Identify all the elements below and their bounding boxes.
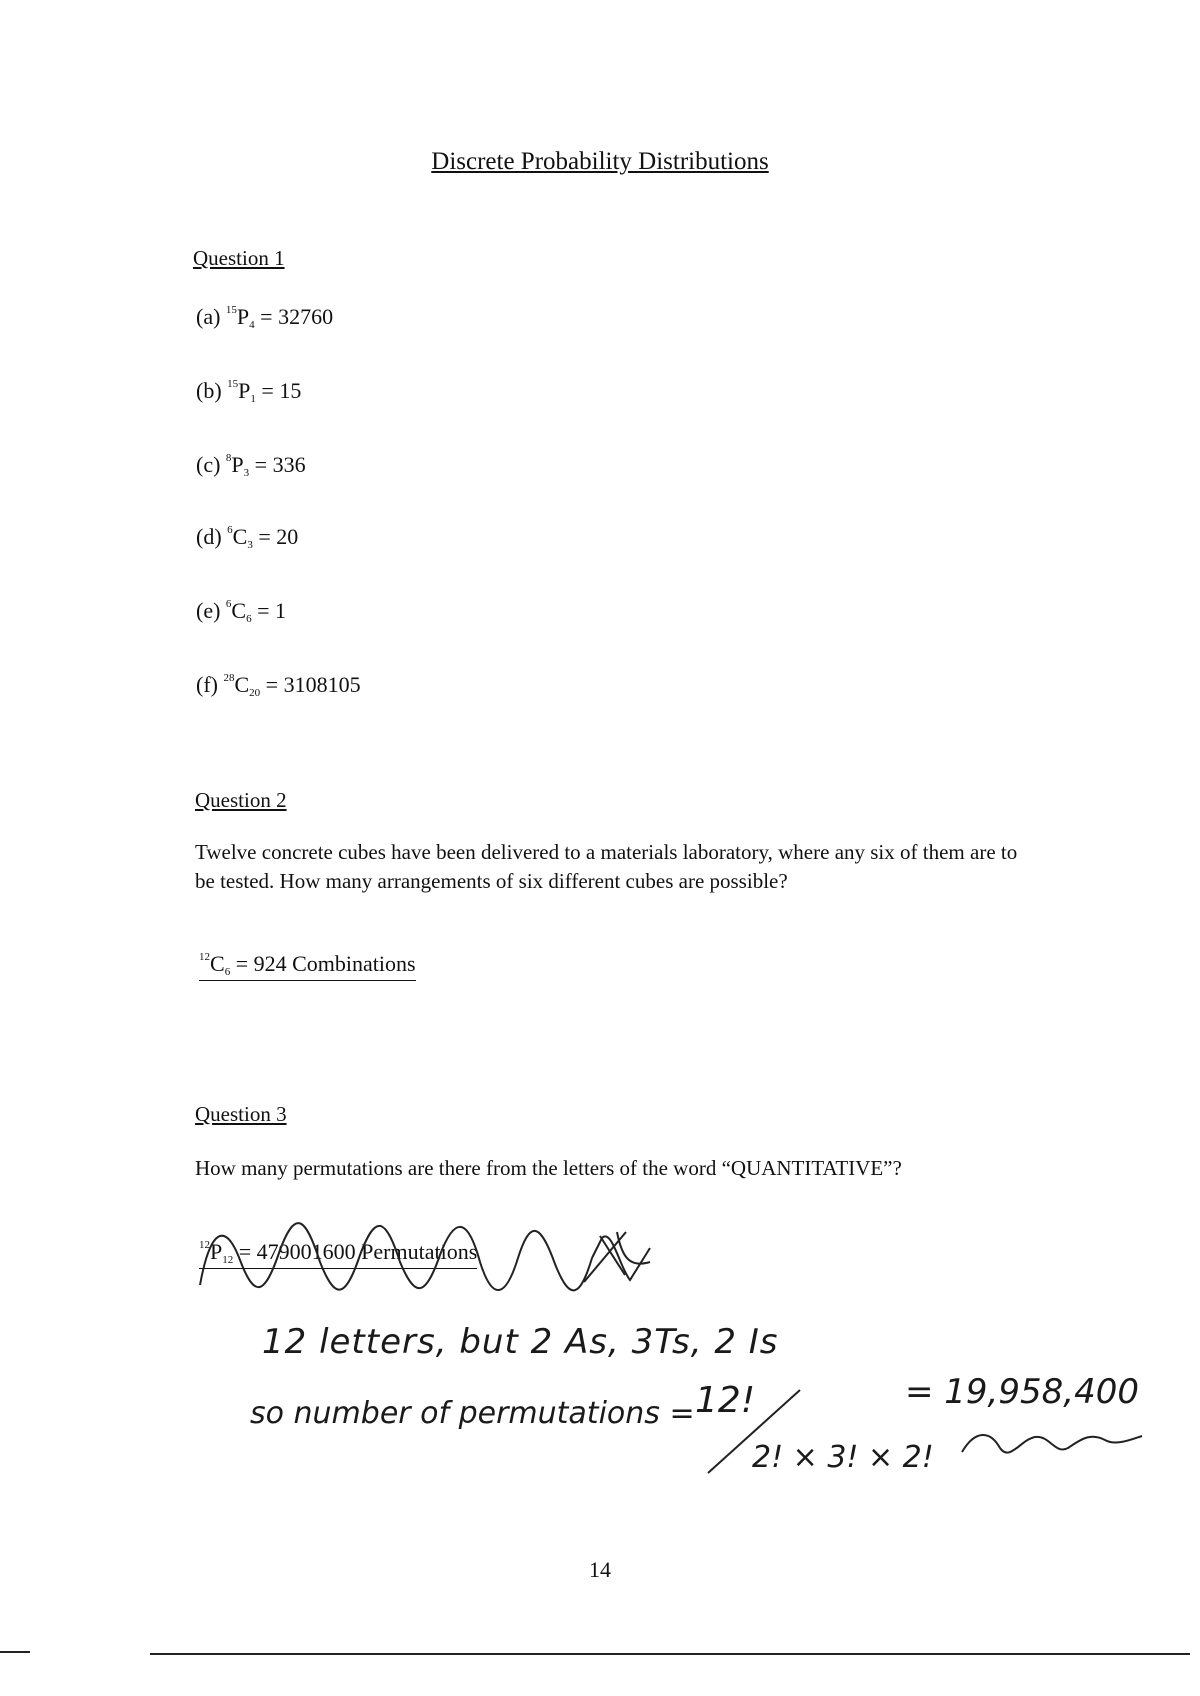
item-sup: 15 [227,378,239,390]
item-symbol: C [232,524,248,549]
item-symbol: C [231,598,247,623]
item-sup: 6 [227,524,233,536]
page-number: 14 [589,1557,611,1582]
item-label: (b) [196,378,222,403]
item-label: (f) [196,672,218,697]
item-sup: 15 [225,304,237,316]
item-value: = 336 [254,452,306,477]
item-label: (a) [196,304,221,329]
page-title: Discrete Probability Distributions [431,148,769,175]
item-label: (d) [196,524,222,549]
item-value: = 15 [261,378,302,403]
crossed-value: = 479001600 Permutations [238,1239,478,1264]
item-label: (e) [196,598,221,623]
question-1-heading: Question 1 [193,246,285,270]
item-value: = 32760 [260,304,334,329]
item-sup: 8 [225,452,232,464]
handwritten-line-2: so number of permutations = [250,1396,695,1431]
answer-value: = 924 Combinations [235,951,416,976]
crossed-symbol: P [210,1239,223,1264]
scribble-tail [592,1236,650,1280]
handwritten-denominator: 2! × 3! × 2! [752,1440,934,1475]
question-2-text: Twelve concrete cubes have been delivered to a materials laboratory, where any six of them are to be tested. How many arrangements of six different cubes are possible? [195,840,1018,893]
handwritten-line-1: 12 letters, but 2 As, 3Ts, 2 Is [262,1322,779,1362]
answer-symbol: C [210,951,225,976]
handwritten-numerator: 12! [695,1380,756,1421]
item-symbol: P [231,452,244,477]
answer-sup: 12 [199,951,210,963]
item-label: (c) [196,452,221,477]
item-value: = 3108105 [265,672,361,697]
item-sub: 3 [243,467,250,479]
item-sub: 1 [250,393,256,405]
item-value: = 20 [258,524,299,549]
item-sub: 4 [249,319,255,331]
item-sub: 20 [249,687,261,699]
question-3-heading: Question 3 [195,1102,287,1126]
item-symbol: C [234,672,250,697]
question-2-heading: Question 2 [195,788,287,812]
item-symbol: P [236,304,250,329]
question-3-text: How many permutations are there from the letters of the word “QUANTITATIVE”? [195,1156,902,1180]
crossed-sup: 12 [199,1239,210,1251]
item-value: = 1 [257,598,287,623]
item-symbol: P [238,378,251,403]
item-sub: 6 [246,613,252,625]
item-sub: 3 [247,539,253,551]
item-sup: 6 [225,598,232,610]
fraction-slash [708,1390,800,1473]
answer-sub: 6 [224,966,231,978]
result-squiggle [962,1435,1142,1453]
scribble-strike [200,1223,592,1290]
crossed-sub: 12 [222,1254,234,1266]
handwritten-result: = 19,958,400 [905,1372,1139,1412]
item-sup: 28 [223,672,235,684]
